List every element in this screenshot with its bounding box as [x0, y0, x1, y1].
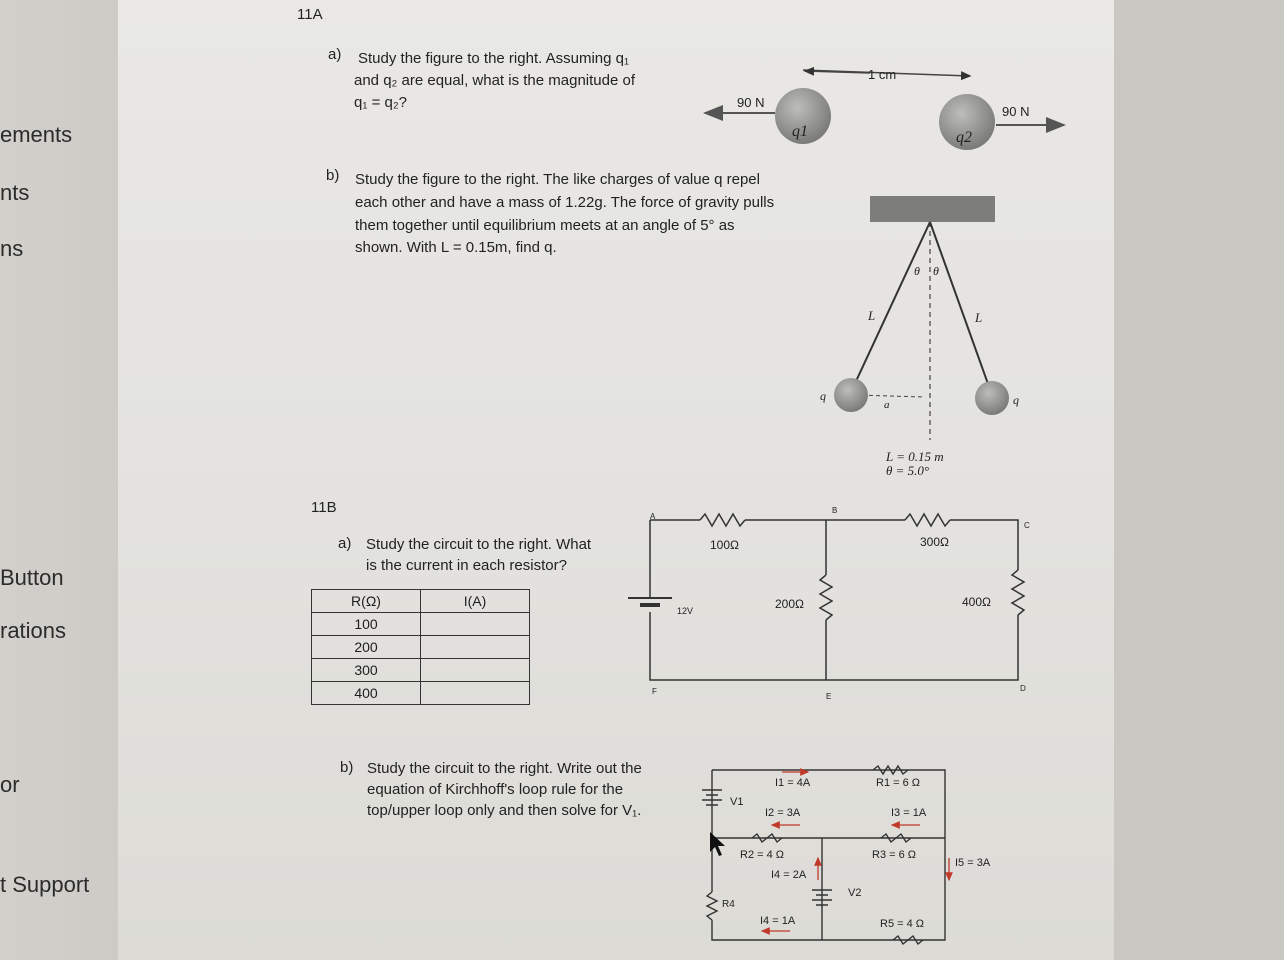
- length-right-label: L: [975, 310, 983, 325]
- node-f-label: F: [652, 687, 657, 696]
- q11a-b-line4: shown. With L = 0.15m, find q.: [355, 239, 557, 256]
- table-header-resistance: R(Ω): [312, 590, 421, 613]
- resistor-300: [905, 514, 950, 526]
- force-left-label: 90 N: [737, 95, 765, 110]
- q11b-a-line2: is the current in each resistor?: [366, 557, 567, 574]
- force-right-label: 90 N: [1002, 104, 1030, 119]
- table-cell-resistance: 100: [312, 613, 421, 636]
- q11b-b-line1: Study the circuit to the right. Write out the: [367, 760, 642, 777]
- r5-label: R5 = 4 Ω: [880, 918, 924, 930]
- resistor-200: [820, 575, 832, 620]
- q11a-b-line2: each other and have a mass of 1.22g. The force of gravity pulls: [355, 194, 775, 211]
- table-cell-resistance: 400: [312, 682, 421, 705]
- sidebar-item-support[interactable]: t Support: [0, 872, 90, 897]
- given-length-text: L = 0.15 m: [886, 449, 944, 464]
- r4-label: R4: [722, 899, 735, 910]
- charge-right-label: q: [1013, 393, 1019, 407]
- section-11b-heading: 11B: [311, 499, 337, 516]
- q11b-a-label: a): [338, 535, 352, 552]
- q11b-b-label: b): [340, 759, 354, 776]
- section-11a-heading: 11A: [297, 6, 323, 23]
- q11b-b-line2: equation of Kirchhoff's loop rule for the: [367, 781, 624, 798]
- resistor-100-label: 100Ω: [710, 538, 739, 552]
- pendulum-right-sphere: [975, 381, 1009, 415]
- r1-label: R1 = 6 Ω: [876, 777, 920, 789]
- i2-label: I2 = 3A: [765, 807, 801, 819]
- charge-left-label: q: [820, 389, 826, 403]
- length-left-label: L: [868, 308, 876, 323]
- resistor-400-label: 400Ω: [962, 595, 991, 609]
- circuit2-labels: [722, 777, 991, 930]
- sidebar-item-button[interactable]: Button: [0, 565, 64, 590]
- q11a-a-line1: Study the figure to the right. Assuming q₁: [358, 50, 630, 67]
- theta-right-label: θ: [933, 264, 939, 278]
- sidebar-item-contents[interactable]: nts: [0, 180, 30, 205]
- q1-label: q1: [792, 123, 808, 140]
- sidebar-item-or[interactable]: or: [0, 772, 20, 797]
- table-header-current: I(A): [421, 590, 530, 613]
- pendulum-left-sphere: [834, 378, 868, 412]
- q11b-b-line3: top/upper loop only and then solve for V₁.: [367, 802, 642, 819]
- theta-left-label: θ: [914, 264, 920, 278]
- i5-label: I5 = 3A: [955, 857, 991, 869]
- battery-label: 12V: [677, 606, 694, 616]
- charges-figure: [705, 67, 1064, 150]
- circuit2-arrows: [762, 772, 949, 931]
- i1-label: I1 = 4A: [775, 777, 811, 789]
- node-a-label: A: [650, 512, 656, 521]
- sidebar-item-operations[interactable]: rations: [0, 618, 67, 643]
- q11a-a-line3: q₁ = q₂?: [354, 94, 408, 111]
- ceiling-block: [870, 196, 995, 222]
- r3-label: R3 = 6 Ω: [872, 849, 916, 861]
- node-e-label: E: [826, 692, 832, 701]
- i4-bottom-label: I4 = 1A: [760, 915, 796, 927]
- table-cell-resistance: 200: [312, 636, 421, 659]
- i3-label: I3 = 1A: [891, 807, 927, 819]
- q11a-b-line3: them together until equilibrium meets at an angle of 5° as: [355, 217, 735, 234]
- distance-label: 1 cm: [868, 67, 897, 82]
- pendulum-figure: [820, 196, 1019, 478]
- q11a-b-line1: Study the figure to the right. The like charges of value q repel: [355, 171, 760, 188]
- resistor-100: [700, 514, 745, 526]
- separation-a-label: a: [884, 399, 890, 411]
- resistor-400: [1012, 570, 1024, 615]
- q2-label: q2: [956, 129, 972, 146]
- q11a-a-line2: and q₂ are equal, what is the magnitude of: [354, 72, 636, 89]
- node-d-label: D: [1020, 684, 1026, 693]
- resistor-200-label: 200Ω: [775, 597, 804, 611]
- circuit1-labels: [650, 506, 1030, 701]
- node-b-label: B: [832, 506, 838, 515]
- table-cell-resistance: 300: [312, 659, 421, 682]
- sidebar-item-elements[interactable]: ements: [0, 122, 73, 147]
- node-c-label: C: [1024, 521, 1030, 530]
- v1-label: V1: [730, 796, 744, 808]
- given-angle-text: θ = 5.0°: [886, 463, 930, 478]
- resistor-300-label: 300Ω: [920, 535, 949, 549]
- sidebar-item-questions[interactable]: ns: [0, 236, 24, 261]
- v2-label: V2: [848, 887, 862, 899]
- i4-top-label: I4 = 2A: [771, 869, 807, 881]
- q11a-a-label: a): [328, 46, 342, 63]
- r2-label: R2 = 4 Ω: [740, 849, 784, 861]
- q11a-b-label: b): [326, 167, 340, 184]
- q11b-a-line1: Study the circuit to the right. What: [366, 536, 592, 553]
